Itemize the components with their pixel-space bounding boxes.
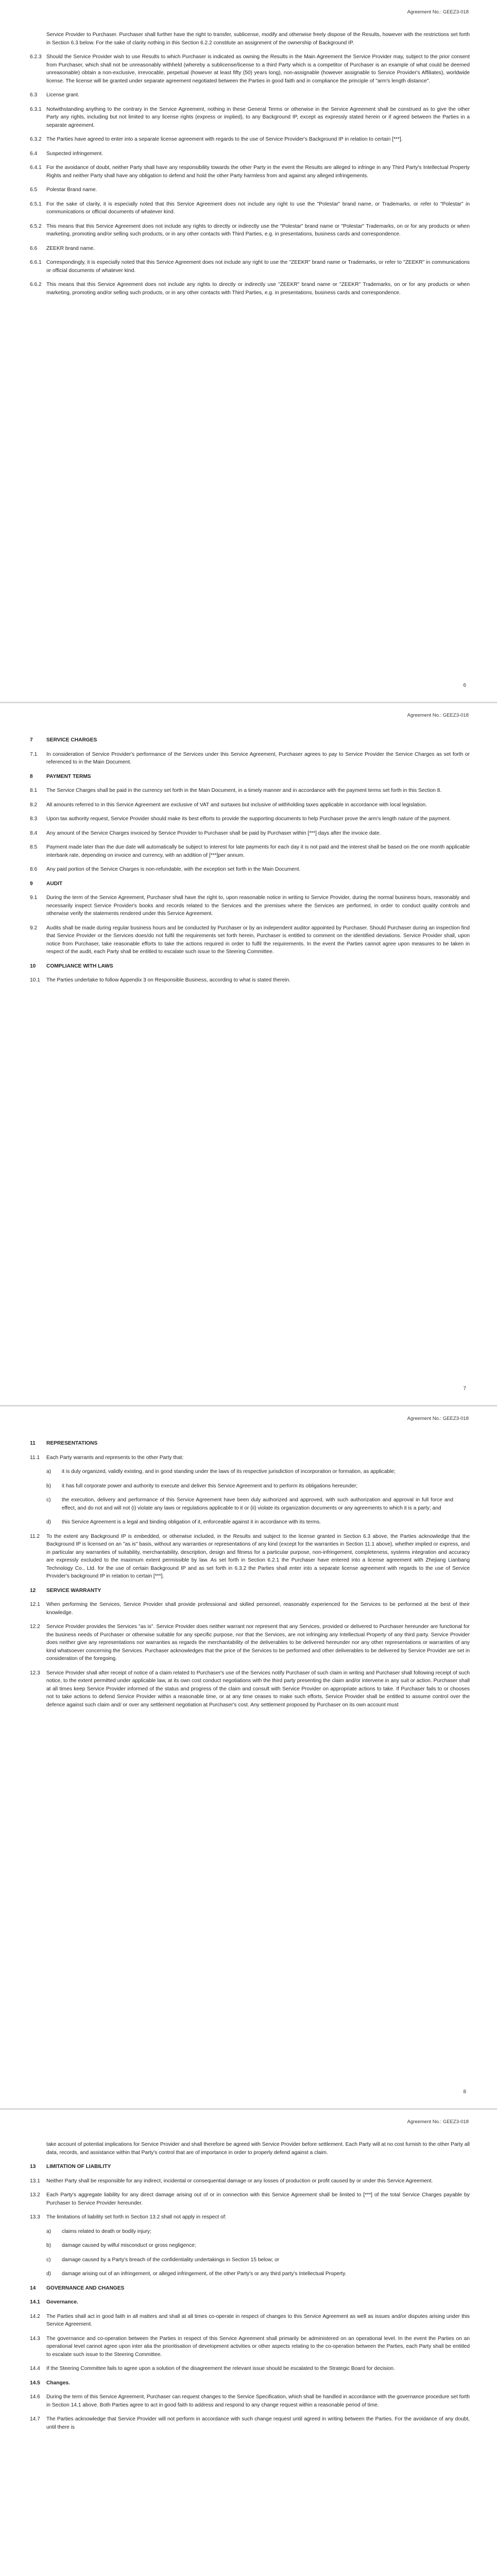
list-item bbox=[30, 1468, 473, 1476]
clause-number: 6.4 bbox=[30, 150, 38, 157]
clause-number: 6.4.1 bbox=[30, 165, 42, 171]
clause-number: 10.1 bbox=[30, 977, 40, 983]
section-heading bbox=[30, 2163, 473, 2171]
clause-number: a) bbox=[46, 1469, 52, 1475]
clause-text: For the avoidance of doubt, neither Party shall have any responsibility towards the other Party in the event the Results are alleged to infringe in any Third Party's Intellectual Property Rights and neither Party shall have any obligation to defend and hold the other Party harmless from and against any alleged infringements. bbox=[46, 165, 470, 179]
page-8-content bbox=[30, 1437, 473, 1715]
heading-text: SERVICE WARRANTY bbox=[46, 1587, 101, 1594]
clause-text: damage arising out of an infringement, or alleged infringement, of the other Party's or any third party's Intellectual Property. bbox=[62, 2271, 347, 2277]
clause-number: 11 bbox=[30, 1440, 36, 1446]
clause-number: 7 bbox=[30, 737, 33, 743]
clause-number: 9 bbox=[30, 880, 33, 887]
agreement-number-header: Agreement No.: GEEZ3-018 bbox=[407, 9, 469, 15]
clause-number: d) bbox=[46, 2271, 52, 2277]
section-heading bbox=[30, 773, 473, 781]
clause-text: Audits shall be made during regular business hours and be conducted by Purchaser or by an independent auditor appointed by Purchaser. Should Purchaser during an inspection find that Service Provider or the Services does/do not fulfil the requirements set forth herein, Purchaser is entitled to comment on the identified deviations. Service Provider shall, upon notice from Purchaser, take reasonable efforts to take the actions required in order to fulfil the requirements. In the event the Parties cannot agree upon measures to be taken in respect of the audit, each Party shall be entitled to escalate such issue to the Steering Committee. bbox=[46, 925, 470, 955]
clause-text: During the term of the Service Agreement, Purchaser shall have the right to, upon reasonable notice in writing to Service Provider, during the normal business hours, reasonably and necessarily inspect Service Provider's books and records related to the Services and the premises where the Services are performed, in order to conduct quality controls and otherwise verify the statements rendered under this Service Agreement. bbox=[46, 895, 470, 917]
clause-number: 6.6.2 bbox=[30, 282, 42, 287]
clause bbox=[30, 2393, 473, 2409]
clause-number: 6.3.1 bbox=[30, 106, 42, 112]
clause-number: 8.1 bbox=[30, 788, 38, 793]
list-item bbox=[30, 1482, 473, 1490]
clause-number: 14.4 bbox=[30, 2366, 40, 2371]
clause bbox=[30, 2191, 473, 2207]
heading-text: GOVERNANCE AND CHANGES bbox=[46, 2285, 125, 2291]
clause bbox=[30, 1454, 473, 1462]
agreement-number-header: Agreement No.: GEEZ3-018 bbox=[407, 2119, 469, 2125]
clause-text: Each Party's aggregate liability for any direct damage arising out of or in connection with this Service Agreement shall be limited to [***] of the total Service Charges payable by Purchaser to Service Provider hereunder. bbox=[46, 2192, 470, 2206]
page-number: 8 bbox=[463, 2089, 466, 2095]
clause-number: 8.2 bbox=[30, 802, 38, 808]
clause bbox=[30, 1533, 473, 1581]
clause-number: 6.6 bbox=[30, 245, 38, 251]
clause-text: damage caused by wilful misconduct or gross negligence; bbox=[62, 2243, 196, 2248]
clause bbox=[30, 2415, 473, 2431]
clause bbox=[30, 150, 473, 158]
clause-text: Each Party warrants and represents to the other Party that: bbox=[46, 1454, 184, 1461]
list-item bbox=[30, 2242, 473, 2250]
clause-number: 12.2 bbox=[30, 1624, 40, 1630]
section-heading bbox=[30, 736, 473, 744]
clause-text: The Service Charges shall be paid in the currency set forth in the Main Document, in a timely manner and in accordance with the payment terms set forth in this Section 8. bbox=[46, 788, 442, 793]
page-7-content bbox=[30, 734, 473, 991]
clause-number: 8.3 bbox=[30, 816, 38, 822]
clause-text: this Service Agreement is a legal and binding obligation of it, enforceable against it in accordance with its terms. bbox=[62, 1519, 321, 1525]
heading-text: AUDIT bbox=[46, 880, 63, 887]
clause bbox=[30, 106, 473, 130]
clause-text: This means that this Service Agreement does not include any rights to directly or indirectly use the "Polestar" brand name or "Polestar" Trademarks, on or for any products or when marketing, promoting and/or selling such products, or in any other contacts with Third Parties, e.g. in presentations, business cards and correspondence. bbox=[46, 223, 470, 237]
clause bbox=[30, 53, 473, 85]
clause-number: 12.3 bbox=[30, 1670, 40, 1676]
clause-number: 6.6.1 bbox=[30, 260, 42, 265]
clause bbox=[30, 186, 473, 194]
clause-text: Payment made later than the due date will automatically be subject to interest for late payments for each day it is not paid and the interest shall be based on the one month applicable interbank rate, depending on invoice and currency, with an addition of [***]per annum. bbox=[46, 844, 470, 858]
clause-number: b) bbox=[46, 2243, 52, 2248]
section-heading bbox=[30, 962, 473, 971]
clause-text: The Parties shall act in good faith in all matters and shall at all times co-operate in respect of changes to this Service Agreement as well as issues and/or disputes arising under this Service Agreement. bbox=[46, 2313, 470, 2327]
heading-text: LIMITATION OF LIABILITY bbox=[46, 2164, 111, 2170]
clause-text: During the term of this Service Agreement, Purchaser can request changes to the Service Specification, which shall be handled in accordance with the governance procedure set forth in Section 14.1 above. Both Parties agree to act in good faith to address and respond to any change request within a reasonable period of time. bbox=[46, 2394, 470, 2408]
clause-number: 8 bbox=[30, 773, 33, 779]
clause bbox=[30, 2313, 473, 2329]
clause-number: 13 bbox=[30, 2164, 36, 2170]
clause bbox=[30, 976, 473, 985]
clause-number: 11.1 bbox=[30, 1454, 40, 1461]
clause bbox=[30, 31, 473, 47]
clause-number: 10 bbox=[30, 963, 36, 969]
clause bbox=[30, 281, 473, 297]
clause-number: 6.5 bbox=[30, 187, 38, 193]
clause bbox=[30, 787, 473, 795]
list-item bbox=[30, 2256, 473, 2264]
list-item bbox=[30, 2228, 473, 2236]
clause-number: 8.5 bbox=[30, 844, 38, 850]
clause-number: 14.1 bbox=[30, 2299, 40, 2305]
page-9 bbox=[0, 2110, 497, 2576]
clause bbox=[30, 815, 473, 823]
clause-text: Notwithstanding anything to the contrary in the Service Agreement, nothing in these General Terms or otherwise in the Service Agreement shall be construed as to give the other Party any rights, including but not limited to any license rights (express or implied), to any Background IP, except as expressly stated herein or if agreed between the Parties in a separate agreement. bbox=[46, 106, 470, 128]
clause-text: Service Provider to Purchaser. Purchaser shall further have the right to transfer, sublicense, modify and otherwise freely dispose of the Results, however with the restrictions set forth in Section 6.3 below. For the sake of clarity nothing in this Section 6.2.2 constitute an assignment of the ownership of Background IP. bbox=[46, 32, 470, 46]
clause-text: Any amount of the Service Charges invoiced by Service Provider to Purchaser shall be paid by Purchaser within [***] days after the invoice date. bbox=[46, 830, 381, 836]
clause-text: To the extent any Background IP is embedded, or otherwise included, in the Results and subject to the license granted in Section 6.3 above, the Parties acknowledge that the Background IP is licensed on an "as is" basis, without any warranties or representations of any kind (except for the warranties in Section 11.1 above), whether implied or express, and in particular any warranties of suitability, merchantability, description, design and fitness for a particular purpose, non-infringement, completeness, systems integration and accuracy are expressly excluded to the maximum extent permissible by law. As set forth in Section 6.2.1 the Purchaser have entered into a license agreement with Zhejiang Lianbang Technology Co., Ltd. for the use of certain Background IP and as set forth in 6.3.2 the Parties shall enter into a separate license agreement with regards to the use of Service Provider's background IP in relation to certain [***]. bbox=[46, 1533, 470, 1579]
clause bbox=[30, 2141, 473, 2157]
clause-text: License grant. bbox=[46, 92, 79, 98]
clause bbox=[30, 1601, 473, 1617]
clause-number: 9.1 bbox=[30, 895, 38, 901]
clause-number: 8.4 bbox=[30, 830, 38, 836]
clause-text: When performing the Services, Service Provider shall provide professional and skilled personnel, reasonably experienced for the Services to be performed at the best of their knowledge. bbox=[46, 1602, 470, 1616]
clause bbox=[30, 866, 473, 874]
clause-text: Polestar Brand name. bbox=[46, 187, 97, 193]
agreement-number-header: Agreement No.: GEEZ3-018 bbox=[407, 713, 469, 718]
clause-text: The limitations of liability set forth in Section 13.2 shall not apply in respect of: bbox=[46, 2214, 227, 2220]
clause-text: The Parties undertake to follow Appendix 3 on Responsible Business, according to what is stated therein. bbox=[46, 977, 290, 983]
clause-number: 6.2.3 bbox=[30, 54, 42, 60]
clause bbox=[30, 245, 473, 253]
clause-number: a) bbox=[46, 2228, 52, 2234]
clause-text: damage caused by a Party's breach of the confidentiality undertakings in Section 15 below; or bbox=[62, 2257, 280, 2263]
clause bbox=[30, 164, 473, 180]
clause bbox=[30, 2213, 473, 2222]
clause-text: claims related to death or bodily injury; bbox=[62, 2228, 151, 2234]
clause-number: 12.1 bbox=[30, 1602, 40, 1607]
clause bbox=[30, 894, 473, 918]
clause-text: the execution, delivery and performance of this Service Agreement have been duly authorized and approved, with such authorization and approval in full force and effect, and do not and will not (i) violate any laws or regulations applicable to it or (ii) violate its organization documents or any agreements to which it is a party; and bbox=[62, 1497, 453, 1511]
clause-text: Any paid portion of the Service Charges is non-refundable, with the exception set forth in the Main Document. bbox=[46, 867, 301, 872]
clause-text: In consideration of Service Provider's performance of the Services under this Service Agreement, Purchaser agrees to pay to Service Provider the Service Charges as set forth or referenced to in the Main Document. bbox=[46, 751, 470, 765]
clause-number: 6.5.1 bbox=[30, 201, 42, 207]
list-item bbox=[30, 1496, 473, 1512]
page-6-content bbox=[30, 31, 473, 303]
clause bbox=[30, 801, 473, 809]
clause-number: 14.6 bbox=[30, 2394, 40, 2400]
clause-number: 11.2 bbox=[30, 1533, 40, 1539]
clause bbox=[30, 829, 473, 838]
clause-text: The governance and co-operation between the Parties in respect of this Service Agreement shall primarily be administered on an operational level. In the event the Parties on an operational level cannot agree upon inter alia the prioritisation of development activities or other aspects relating to the co-operation between the Parties, each Party shall be entitled to escalate such issue to the Steering Committee. bbox=[46, 2335, 470, 2358]
clause bbox=[30, 843, 473, 859]
clause-text: Correspondingly, it is especially noted that this Service Agreement does not include any right to use the "ZEEKR" brand name or Trademarks, or refer to "ZEEKR" in communications or official documents of whatever kind. bbox=[46, 260, 470, 274]
clause bbox=[30, 1623, 473, 1663]
clause-number: 7.1 bbox=[30, 751, 38, 757]
clause-number: 14.5 bbox=[30, 2380, 40, 2386]
clause-number: 14.7 bbox=[30, 2416, 40, 2422]
section-heading bbox=[30, 2298, 473, 2307]
heading-text: PAYMENT TERMS bbox=[46, 773, 91, 779]
clause bbox=[30, 135, 473, 144]
page-number: 7 bbox=[463, 1386, 466, 1392]
clause-text: The Parties acknowledge that Service Provider will not perform in accordance with such change request until agreed in writing between the Parties. For the avoidance of any doubt, until there is bbox=[46, 2416, 470, 2430]
clause bbox=[30, 1669, 473, 1709]
clause-text: Should the Service Provider wish to use Results to which Purchaser is indicated as owning the Results in the Main Agreement the Service Provider may, subject to the prior consent from Purchaser, which shall not be unreasonably withheld (whereby a sublicense/license to a third Party which is a competitor of Purchaser is an example of what could be deemed unreasonable) obtain a non-exclusive, irrevocable, perpetual (however at least fifty (50) years long), non-assignable (however assignable to Service Provider's Affiliates), worldwide license. The license will be granted under separate agreement negotiated between the Parties in good faith and in compliance the principle of "arm's length distance". bbox=[46, 54, 470, 84]
page-6 bbox=[0, 0, 497, 702]
page-8 bbox=[0, 1406, 497, 2108]
clause-text: Neither Party shall be responsible for any indirect, incidental or consequential damage or any losses of production or profit caused by or under this Service Agreement. bbox=[46, 2178, 433, 2184]
clause-number: 14.3 bbox=[30, 2335, 40, 2342]
clause bbox=[30, 2365, 473, 2373]
clause-number: 12 bbox=[30, 1587, 36, 1594]
list-item bbox=[30, 1518, 473, 1527]
clause-number: c) bbox=[46, 2257, 51, 2263]
clause-text: For the sake of clarity, it is especially noted that this Service Agreement does not include any right to use the "Polestar" brand name, or Trademarks, or refer to "Polestar" in communications or official documents of whatever kind. bbox=[46, 201, 470, 215]
clause bbox=[30, 223, 473, 239]
page-9-content bbox=[30, 2141, 473, 2437]
clause-number: 6.3 bbox=[30, 92, 38, 98]
clause-number: d) bbox=[46, 1519, 52, 1525]
heading-text: Changes. bbox=[46, 2380, 70, 2386]
page-7 bbox=[0, 703, 497, 1405]
section-heading bbox=[30, 880, 473, 888]
clause bbox=[30, 924, 473, 956]
clause-number: 13.2 bbox=[30, 2192, 40, 2198]
clause-text: take account of potential implications for Service Provider and shall therefore be agreed with Service Provider before settlement. Each Party will at no cost furnish to the other Party all data, records, and assistance within that Party's control that are of importance in order to properly defend against a claim. bbox=[46, 2142, 470, 2156]
clause-number: 14.2 bbox=[30, 2313, 40, 2319]
clause bbox=[30, 2177, 473, 2185]
clause-number: 13.3 bbox=[30, 2214, 40, 2220]
section-heading bbox=[30, 1439, 473, 1448]
heading-text: Governance. bbox=[46, 2299, 78, 2305]
section-heading bbox=[30, 2379, 473, 2387]
clause-text: Suspected infringement. bbox=[46, 150, 103, 157]
clause-text: Upon tax authority request, Service Provider should make its best efforts to provide the supporting documents to help Purchaser prove the arm's length nature of the payment. bbox=[46, 816, 451, 822]
clause-number: c) bbox=[46, 1497, 51, 1503]
clause bbox=[30, 91, 473, 99]
clause-number: 14 bbox=[30, 2285, 36, 2291]
heading-text: SERVICE CHARGES bbox=[46, 737, 97, 743]
clause-text: All amounts referred to in this Service Agreement are exclusive of VAT and surtaxes but inclusive of withholding taxes applicable in accordance with local legislation. bbox=[46, 802, 427, 808]
clause-text: The Parties have agreed to enter into a separate license agreement with regards to the use of Service Provider's Background IP in relation to certain [***]. bbox=[46, 137, 403, 142]
clause-text: Service Provider shall after receipt of notice of a claim related to Purchaser's use of the Services notify Purchaser of such claim in writing and Purchaser shall following receipt of such notice, to the extent permitted under applicable law, at its own cost conduct negotiations with the third party presenting the claim and/or intervene in any suit or action. Purchaser shall at all times keep Service Provider informed of the status and progress of the claim and consult with Service Provider on appropriate actions to take. If Purchaser fails to or chooses not to take actions to defend Service Provider within a reasonable time, or at any time ceases to make such efforts, Service Provider shall be entitled to assume control over the defence against such claim and/ or over any settlement negotiation at Purchaser's cost. Any settlement proposed by Purchaser on its own account must bbox=[46, 1670, 470, 1708]
clause-number: 8.6 bbox=[30, 867, 38, 872]
clause-number: 6.5.2 bbox=[30, 223, 42, 229]
section-heading bbox=[30, 2284, 473, 2293]
clause-text: Service Provider provides the Services "as is". Service Provider does neither warrant nor represent that any Services, provided or delivered to Purchaser hereunder are functional for the business needs of Purchaser or otherwise suitable for any specific purpose, nor that the Services, are not infringing any Intellectual Property of any third party. Service Provider does neither give any representations nor warranties as regards the merchantability of the deliverables to be delivered hereunder nor any other representations or warranties of any kind whatsoever concerning the Services. Purchaser acknowledges that the price of the Services to be performed and other deliverables to be delivered by Service Provider are set in consideration of the foregoing. bbox=[46, 1624, 470, 1662]
heading-text: REPRESENTATIONS bbox=[46, 1440, 98, 1446]
clause bbox=[30, 2335, 473, 2359]
clause bbox=[30, 259, 473, 275]
clause-text: This means that this Service Agreement does not include any rights to directly or indirectly use "ZEEKR" brand name or "ZEEKR" Trademarks, on or for any products or when marketing, promoting and/or selling such products, or in any other contacts with Third Parties, e.g. in presentations, business cards and correspondence. bbox=[46, 282, 470, 296]
clause-text: ZEEKR brand name. bbox=[46, 245, 95, 251]
page-number: 6 bbox=[463, 683, 466, 688]
clause-text: it is duly organized, validly existing, and in good standing under the laws of its respective jurisdiction of incorporation or formation, as applicable; bbox=[62, 1469, 396, 1475]
list-item bbox=[30, 2270, 473, 2278]
agreement-number-header: Agreement No.: GEEZ3-018 bbox=[407, 1416, 469, 1421]
section-heading bbox=[30, 1587, 473, 1595]
clause bbox=[30, 751, 473, 767]
clause-number: 13.1 bbox=[30, 2178, 40, 2184]
clause-number: 6.3.2 bbox=[30, 137, 42, 142]
clause-number: b) bbox=[46, 1483, 52, 1489]
clause-text: it has full corporate power and authority to execute and deliver this Service Agreement and to perform its obligations hereunder; bbox=[62, 1483, 358, 1489]
clause-number: 9.2 bbox=[30, 925, 38, 931]
clause-text: If the Steering Committee fails to agree upon a solution of the disagreement the relevant issue should be escalated to the Strategic Board for decision. bbox=[46, 2366, 395, 2371]
heading-text: COMPLIANCE WITH LAWS bbox=[46, 963, 113, 969]
clause bbox=[30, 200, 473, 216]
